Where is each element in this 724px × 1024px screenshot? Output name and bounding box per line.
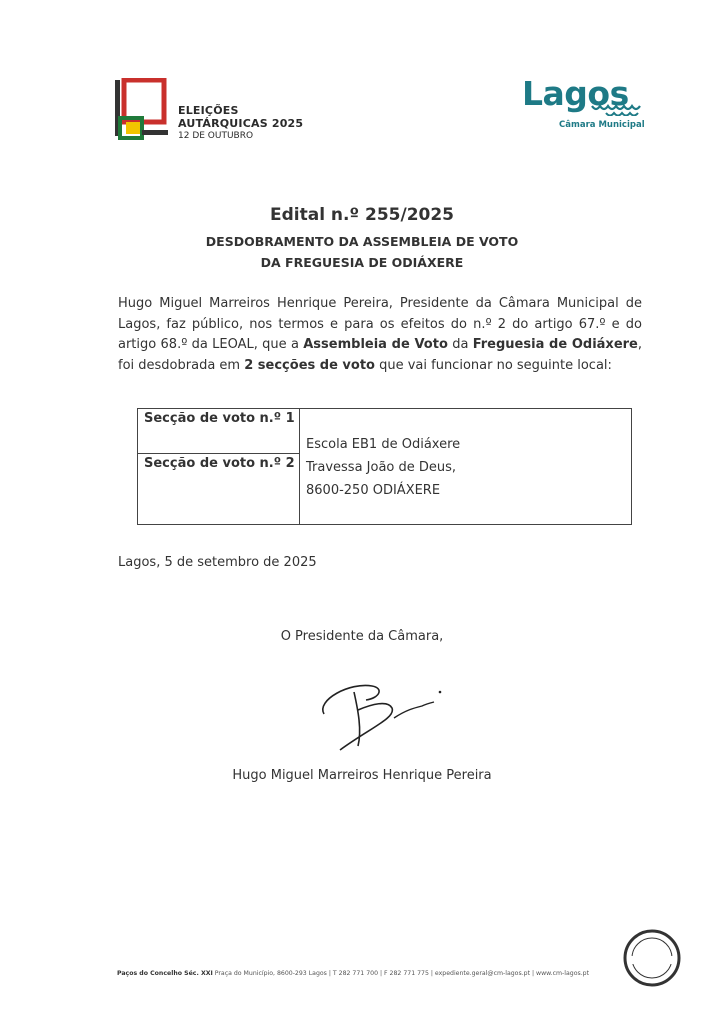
lagos-logo-word: Lagos: [522, 74, 629, 113]
handwritten-signature: [310, 670, 450, 760]
lagos-logo: [522, 74, 645, 130]
elections-date: 12 DE OUTUBRO: [178, 131, 254, 141]
paragraph-bold-sections: 2 secções de voto: [244, 357, 375, 373]
apcer-certification-icon: [622, 928, 682, 988]
footer-contact: [117, 970, 589, 977]
voting-sections-table: [137, 408, 632, 525]
signatory-name: Hugo Miguel Marreiros Henrique Pereira: [232, 768, 492, 783]
elections-title: ELEIÇÕES: [178, 104, 239, 117]
document-subtitle-line1: DESDOBRAMENTO DA ASSEMBLEIA DE VOTO: [205, 234, 519, 249]
notice-paragraph: [118, 294, 642, 376]
address-line-1: Escola EB1 de Odiáxere: [306, 437, 461, 452]
address-line-2: Travessa João de Deus,: [306, 460, 457, 475]
document-subtitle-line2: DA FREGUESIA DE ODIÁXERE: [260, 255, 464, 270]
elections-logo-icon: [112, 78, 172, 142]
elections-logo-text: [178, 104, 303, 143]
paragraph-bold-parish: Freguesia de Odiáxere: [472, 337, 638, 352]
table-divider-horizontal: [138, 453, 299, 454]
waves-icon: [590, 102, 646, 116]
address-line-3: 8600-250 ODIÁXERE: [306, 483, 441, 498]
footer-building-name: Paços do Concelho Séc. XXI: [117, 970, 213, 977]
polling-location-address: [306, 433, 460, 502]
paragraph-text-4: que vai funcionar no seguinte local:: [374, 357, 612, 373]
section-1-label: Secção de voto n.º 1: [144, 411, 295, 426]
document-date: Lagos, 5 de setembro de 2025: [118, 555, 317, 570]
paragraph-text-2: da: [447, 337, 473, 352]
lagos-logo-subtitle: Câmara Municipal: [559, 120, 645, 130]
paragraph-text-3: , foi desdobrada em: [118, 337, 643, 373]
document-title: Edital n.º 255/2025: [269, 205, 455, 225]
elections-year: AUTÁRQUICAS 2025: [178, 117, 304, 130]
signatory-title: O Presidente da Câmara,: [280, 629, 444, 644]
table-divider-vertical: [299, 409, 300, 524]
section-2-label: Secção de voto n.º 2: [144, 456, 295, 471]
paragraph-text-1: Hugo Miguel Marreiros Henrique Pereira, Presidente da Câmara Municipal de Lagos, faz público, nos termos e para os efeitos do n.º 2 do artigo 67.º e do artigo 68.º da LEOAL, que a: [118, 296, 642, 352]
paragraph-bold-assembly: Assembleia de Voto: [303, 337, 448, 352]
footer-contact-details: Praça do Município, 8600-293 Lagos | T 282 771 700 | F 282 771 775 | expediente.geral@cm-lagos.pt | www.cm-lagos.pt: [212, 970, 590, 977]
